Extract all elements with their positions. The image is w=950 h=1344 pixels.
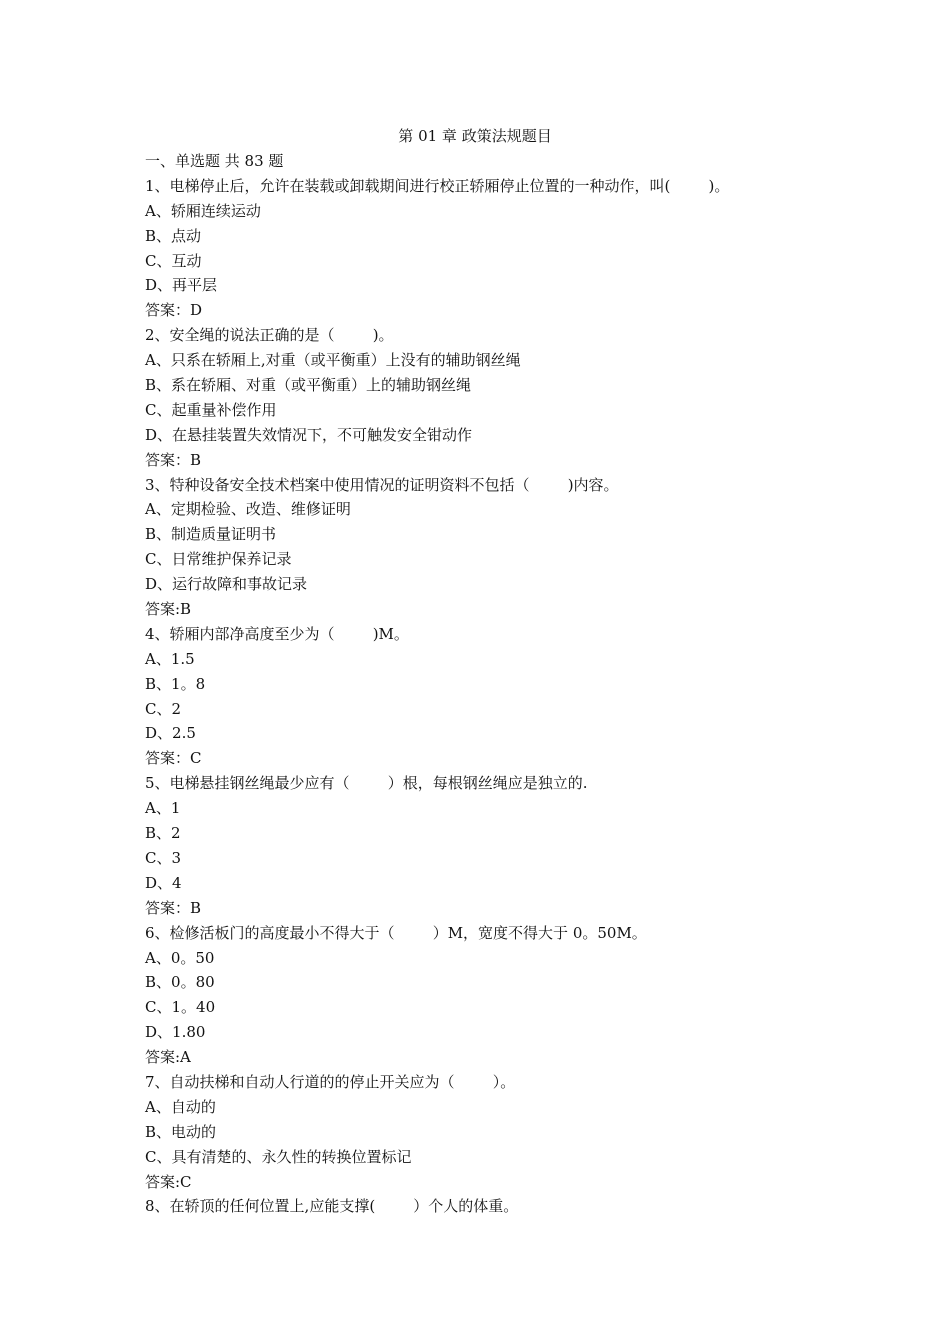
text-line: A、0。50 [145,948,215,967]
text-line: A、1.5 [145,649,195,668]
text-line: D、运行故障和事故记录 [145,575,308,594]
text-line: 答案:B [145,600,192,619]
text-line: A、自动的 [145,1097,216,1116]
text-line: 6、检修活板门的高度最小不得大于（ ）M，宽度不得大于 0。50M。 [145,923,647,942]
text-line: 2、安全绳的说法正确的是（ )。 [145,326,394,345]
text-line: 答案:C [145,1172,192,1191]
text-line: B、0。80 [145,973,215,992]
text-line: B、电动的 [145,1122,217,1141]
text-line: B、点动 [145,226,202,245]
text-line: A、1 [145,799,181,818]
text-line: 答案：C [145,749,202,768]
text-line: D、2.5 [145,724,196,743]
text-line: D、再平层 [145,276,218,295]
question-list [145,149,845,1219]
text-line: 7、自动扶梯和自动人行道的的停止开关应为（ ）。 [145,1072,516,1091]
text-line: 一、单选题 共 83 题 [145,152,284,170]
text-line: 3、特种设备安全技术档案中使用情况的证明资料不包括（ )内容。 [145,475,619,494]
text-line: B、2 [145,824,181,843]
text-line: D、在悬挂装置失效情况下，不可触发安全钳动作 [145,425,473,444]
text-line: 答案：D [145,301,203,320]
text-line: C、日常维护保养记录 [145,550,292,569]
text-line: B、系在轿厢、对重（或平衡重）上的辅助钢丝绳 [145,376,472,395]
text-line: C、起重量补偿作用 [145,400,277,419]
text-line: B、1。8 [145,674,206,693]
text-line: D、1.80 [145,1023,206,1042]
text-line: 答案：B [145,450,202,469]
text-line: A、定期检验、改造、维修证明 [145,500,351,519]
text-line: 1、电梯停止后，允许在装载或卸载期间进行校正轿厢停止位置的一种动作，叫( )。 [145,176,730,195]
text-line: 4、轿厢内部净高度至少为（ )M。 [145,624,409,643]
text-line: 8、在轿顶的任何位置上,应能支撑( ）个人的体重。 [145,1197,519,1216]
text-line: 答案:A [145,1048,191,1067]
text-line: C、2 [145,699,182,718]
chapter-title: 第 01 章 政策法规题目 [398,127,552,145]
text-line: A、轿厢连续运动 [145,201,261,220]
text-line: 5、电梯悬挂钢丝绳最少应有（ ）根，每根钢丝绳应是独立的. [145,774,588,793]
text-line: 答案：B [145,898,202,917]
text-line: C、具有清楚的、永久性的转换位置标记 [145,1147,412,1166]
text-line: D、4 [145,873,182,892]
text-line: C、3 [145,848,182,867]
text-line: C、1。40 [145,998,216,1017]
text-line: C、互动 [145,251,202,270]
text-line: A、只系在轿厢上,对重（或平衡重）上没有的辅助钢丝绳 [145,351,521,370]
text-line: B、制造质量证明书 [145,525,277,544]
